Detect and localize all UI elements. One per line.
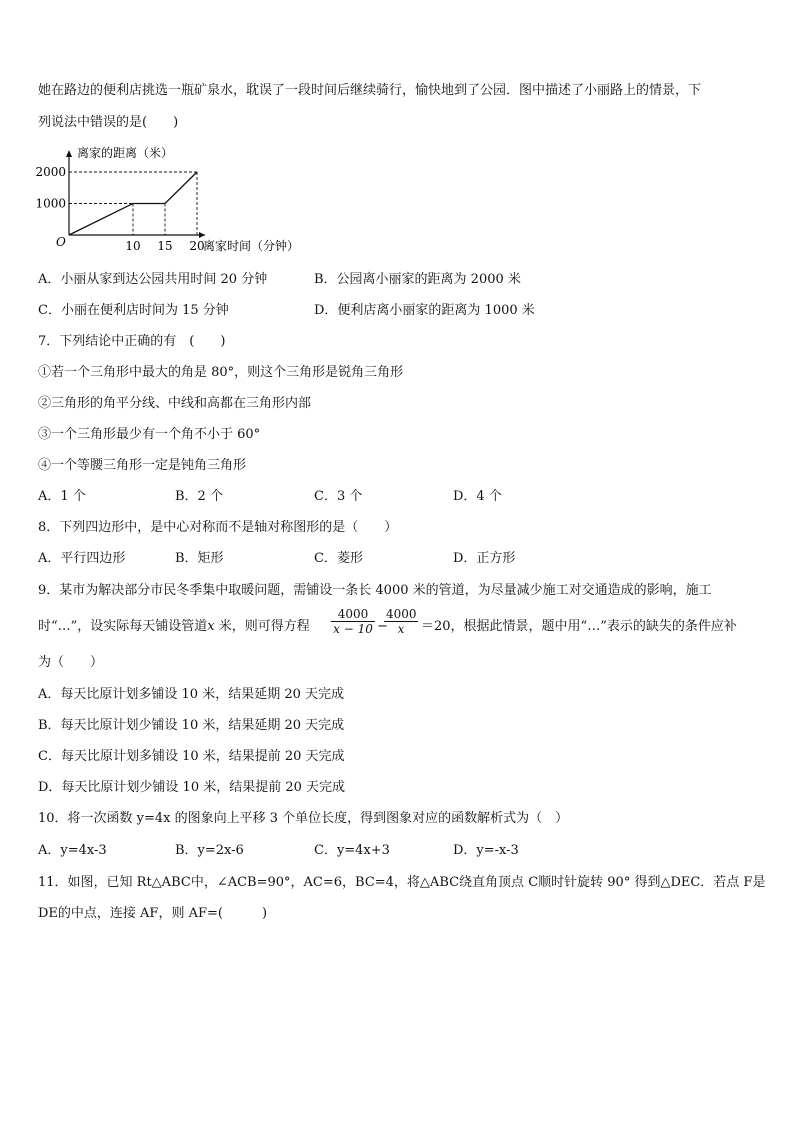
q7-item-4: ④一个等腰三角形一定是钝角三角形 xyxy=(38,458,247,473)
q9-fraction-2 xyxy=(384,607,418,636)
distance-time-chart xyxy=(0,0,794,265)
q10-stem: 10．将一次函数 y=4x 的图象向上平移 3 个单位长度，得到图象对应的函数解析式为（ ） xyxy=(38,811,569,826)
chart-x-tick-15: 15 xyxy=(157,239,173,253)
chart-x-axis-arrow xyxy=(199,232,205,238)
chart-x-tick-10: 10 xyxy=(125,239,141,253)
chart-x-axis-label: 离家时间（分钟） xyxy=(203,239,300,253)
q9-option-b: B．每天比原计划少铺设 10 米，结果延期 20 天完成 xyxy=(38,718,345,733)
chart-y-tick-1000: 1000 xyxy=(35,196,66,211)
q7-option-d: D．4 个 xyxy=(453,489,502,504)
q9-fraction-1-numerator: 4000 xyxy=(331,607,375,622)
q9-minus-sign: − xyxy=(377,619,388,634)
q8-option-b: B．矩形 xyxy=(175,551,224,566)
q6-option-a: A．小丽从家到达公园共用时间 20 分钟 xyxy=(38,272,268,287)
q6-option-b: B．公园离小丽家的距离为 2000 米 xyxy=(314,272,521,287)
q6-option-c: C．小丽在便利店时间为 15 分钟 xyxy=(38,303,229,318)
chart-y-axis-label: 离家的距离（米） xyxy=(77,146,174,160)
q9-line2-text-b: 米，则可得方程 xyxy=(214,619,310,634)
q8-option-a: A．平行四边形 xyxy=(38,551,126,566)
q10-option-d: D．y=-x-3 xyxy=(453,843,519,858)
q9-line1: 9．某市为解决部分市民冬季集中取暖问题，需铺设一条长 4000 米的管道，为尽量减少施工对交通造成的影响，施工 xyxy=(38,583,712,598)
q9-fraction-1-denominator: x − 10 xyxy=(333,622,373,636)
q10-option-c: C．y=4x+3 xyxy=(314,843,390,858)
q8-option-c: C．菱形 xyxy=(314,551,363,566)
q6-option-d: D．便利店离小丽家的距离为 1000 米 xyxy=(314,303,535,318)
question-intro-line2: 列说法中错误的是( ) xyxy=(38,115,179,130)
q9-line2-text-a: 时“…”，设实际每天铺设管道 xyxy=(38,619,208,634)
q10-option-b: B．y=2x-6 xyxy=(175,843,244,858)
q7-item-1: ①若一个三角形中最大的角是 80°，则这个三角形是锐角三角形 xyxy=(38,365,404,380)
q7-item-3: ③一个三角形最少有一个角不小于 60° xyxy=(38,427,261,442)
chart-y-tick-2000: 2000 xyxy=(35,165,66,179)
q9-line2 xyxy=(38,619,310,635)
q10-option-a: A．y=4x-3 xyxy=(38,843,107,858)
q9-fraction-2-numerator: 4000 xyxy=(386,607,417,621)
q9-line3: 为（ ） xyxy=(38,655,104,670)
q9-option-c: C．每天比原计划多铺设 10 米，结果提前 20 天完成 xyxy=(38,749,345,764)
q9-variable-x: x xyxy=(207,619,215,634)
q7-option-a: A．1 个 xyxy=(38,489,86,504)
chart-origin-label: O xyxy=(56,235,66,249)
q8-stem: 8．下列四边形中，是中心对称而不是轴对称图形的是（ ） xyxy=(38,520,398,535)
chart-x-tick-20: 20 xyxy=(189,239,205,253)
q11-line1: 11．如图，已知 Rt△ABC中，∠ACB=90°，AC=6，BC=4，将△ABC绕直角顶点 C顺时针旋转 90° 得到△DEC．若点 F是 xyxy=(38,875,766,890)
q9-option-d: D．每天比原计划少铺设 10 米，结果提前 20 天完成 xyxy=(38,780,346,795)
q9-line2-text-c: ＝20，根据此情景，题中用“…”表示的缺失的条件应补 xyxy=(421,619,737,634)
q7-option-c: C．3 个 xyxy=(314,489,363,504)
q7-stem: 7．下列结论中正确的有 ( ) xyxy=(38,334,226,349)
question-intro-line1: 她在路边的便利店挑选一瓶矿泉水，耽误了一段时间后继续骑行，愉快地到了公园．图中描述了小丽路上的情景，下 xyxy=(38,83,702,98)
q9-fraction-2-denominator: x xyxy=(397,622,405,636)
chart-y-axis-arrow xyxy=(66,150,72,157)
q7-option-b: B．2 个 xyxy=(175,489,223,504)
q8-option-d: D．正方形 xyxy=(453,551,516,566)
q9-fraction-1 xyxy=(331,607,375,636)
q11-line2: DE的中点，连接 AF，则 AF=( ) xyxy=(38,906,268,921)
q9-option-a: A．每天比原计划多铺设 10 米，结果延期 20 天完成 xyxy=(38,687,345,702)
q7-item-2: ②三角形的角平分线、中线和高都在三角形内部 xyxy=(38,396,312,411)
